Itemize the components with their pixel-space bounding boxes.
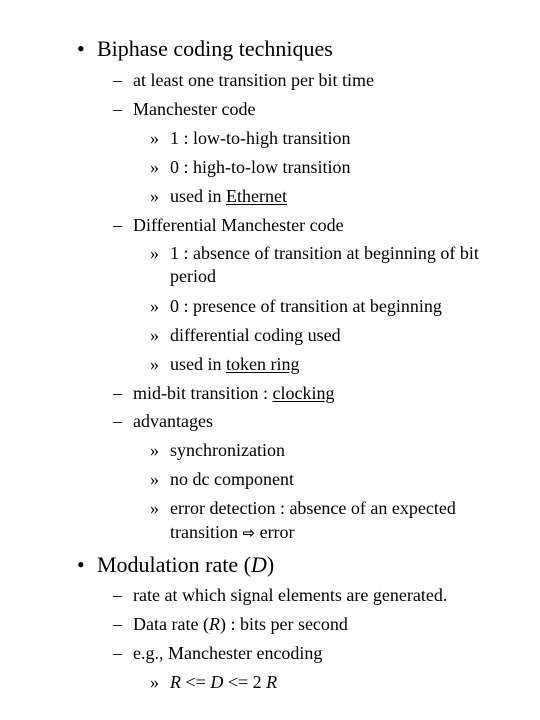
bullet-raquo: » [150, 672, 159, 692]
formula-op: <= [181, 672, 211, 692]
sub-list-item-text: 0 : high-to-low transition [170, 157, 351, 177]
formula-op: <= 2 [223, 672, 267, 692]
list-item-text: rate at which signal elements are generated. [133, 585, 448, 605]
section-title: Biphase coding techniques [97, 36, 333, 61]
error-text-b: error [255, 522, 295, 542]
token-ring-link[interactable]: token ring [226, 354, 300, 374]
bullet-raquo: » [150, 128, 159, 148]
arrow-right-icon: ⇨ [242, 524, 256, 542]
clocking-link[interactable]: clocking [272, 383, 335, 403]
bullet-raquo: » [150, 325, 159, 345]
formula-r: R [266, 672, 278, 692]
bullet-raquo: » [150, 469, 159, 489]
list-item-text: Manchester code [133, 99, 256, 119]
bullet-raquo: » [150, 157, 159, 177]
bullet-raquo: » [150, 243, 159, 263]
bullet-raquo: » [150, 498, 159, 518]
used-in-prefix: used in [170, 186, 226, 206]
list-item-text: advantages [133, 411, 213, 431]
bullet-dash: – [113, 99, 122, 119]
midbit-prefix: mid-bit transition : [133, 383, 273, 403]
sub-list-item-text: synchronization [170, 440, 285, 460]
data-rate-suffix: ) : bits per second [219, 614, 348, 634]
bullet-dash: – [113, 585, 122, 605]
bullet-dash: – [113, 215, 122, 235]
bullet-raquo: » [150, 186, 159, 206]
bullet-raquo: » [150, 354, 159, 374]
list-item-text: Differential Manchester code [133, 215, 344, 235]
list-item-text [133, 383, 334, 404]
bullet-raquo: » [150, 440, 159, 460]
data-rate-prefix: Data rate ( [133, 614, 209, 634]
bullet-dash: – [113, 643, 122, 663]
bullet-raquo: » [150, 296, 159, 316]
sub-list-item-continuation: period [170, 266, 216, 286]
list-item-text: e.g., Manchester encoding [133, 643, 323, 663]
bullet-dash: – [113, 614, 122, 634]
bullet-dash: – [113, 70, 122, 90]
section-title [97, 552, 274, 578]
sub-list-item-text: error detection : absence of an expected [170, 498, 456, 518]
ethernet-link[interactable]: Ethernet [226, 186, 287, 206]
sub-list-item-continuation [170, 522, 295, 543]
bullet-dot: • [77, 552, 85, 577]
data-rate-var: R [208, 614, 220, 634]
formula-r: R [170, 672, 181, 692]
bullet-dash: – [113, 383, 122, 403]
title-suffix: ) [266, 552, 275, 577]
title-prefix: Modulation rate ( [97, 552, 251, 577]
sub-list-item-text: 1 : absence of transition at beginning of bit [170, 243, 479, 263]
error-text-a: transition [170, 522, 243, 542]
used-in-prefix: used in [170, 354, 226, 374]
sub-list-item-text [170, 186, 287, 207]
sub-list-item-text: 1 : low-to-high transition [170, 128, 351, 148]
formula [170, 672, 277, 693]
bullet-dot: • [77, 36, 85, 61]
bullet-dash: – [113, 411, 122, 431]
sub-list-item-text [170, 354, 300, 375]
list-item-text: at least one transition per bit time [133, 70, 374, 90]
sub-list-item-text: differential coding used [170, 325, 341, 345]
title-var: D [250, 552, 267, 577]
formula-d: D [210, 672, 224, 692]
list-item-text [133, 614, 348, 635]
sub-list-item-text: no dc component [170, 469, 294, 489]
sub-list-item-text: 0 : presence of transition at beginning [170, 296, 442, 316]
